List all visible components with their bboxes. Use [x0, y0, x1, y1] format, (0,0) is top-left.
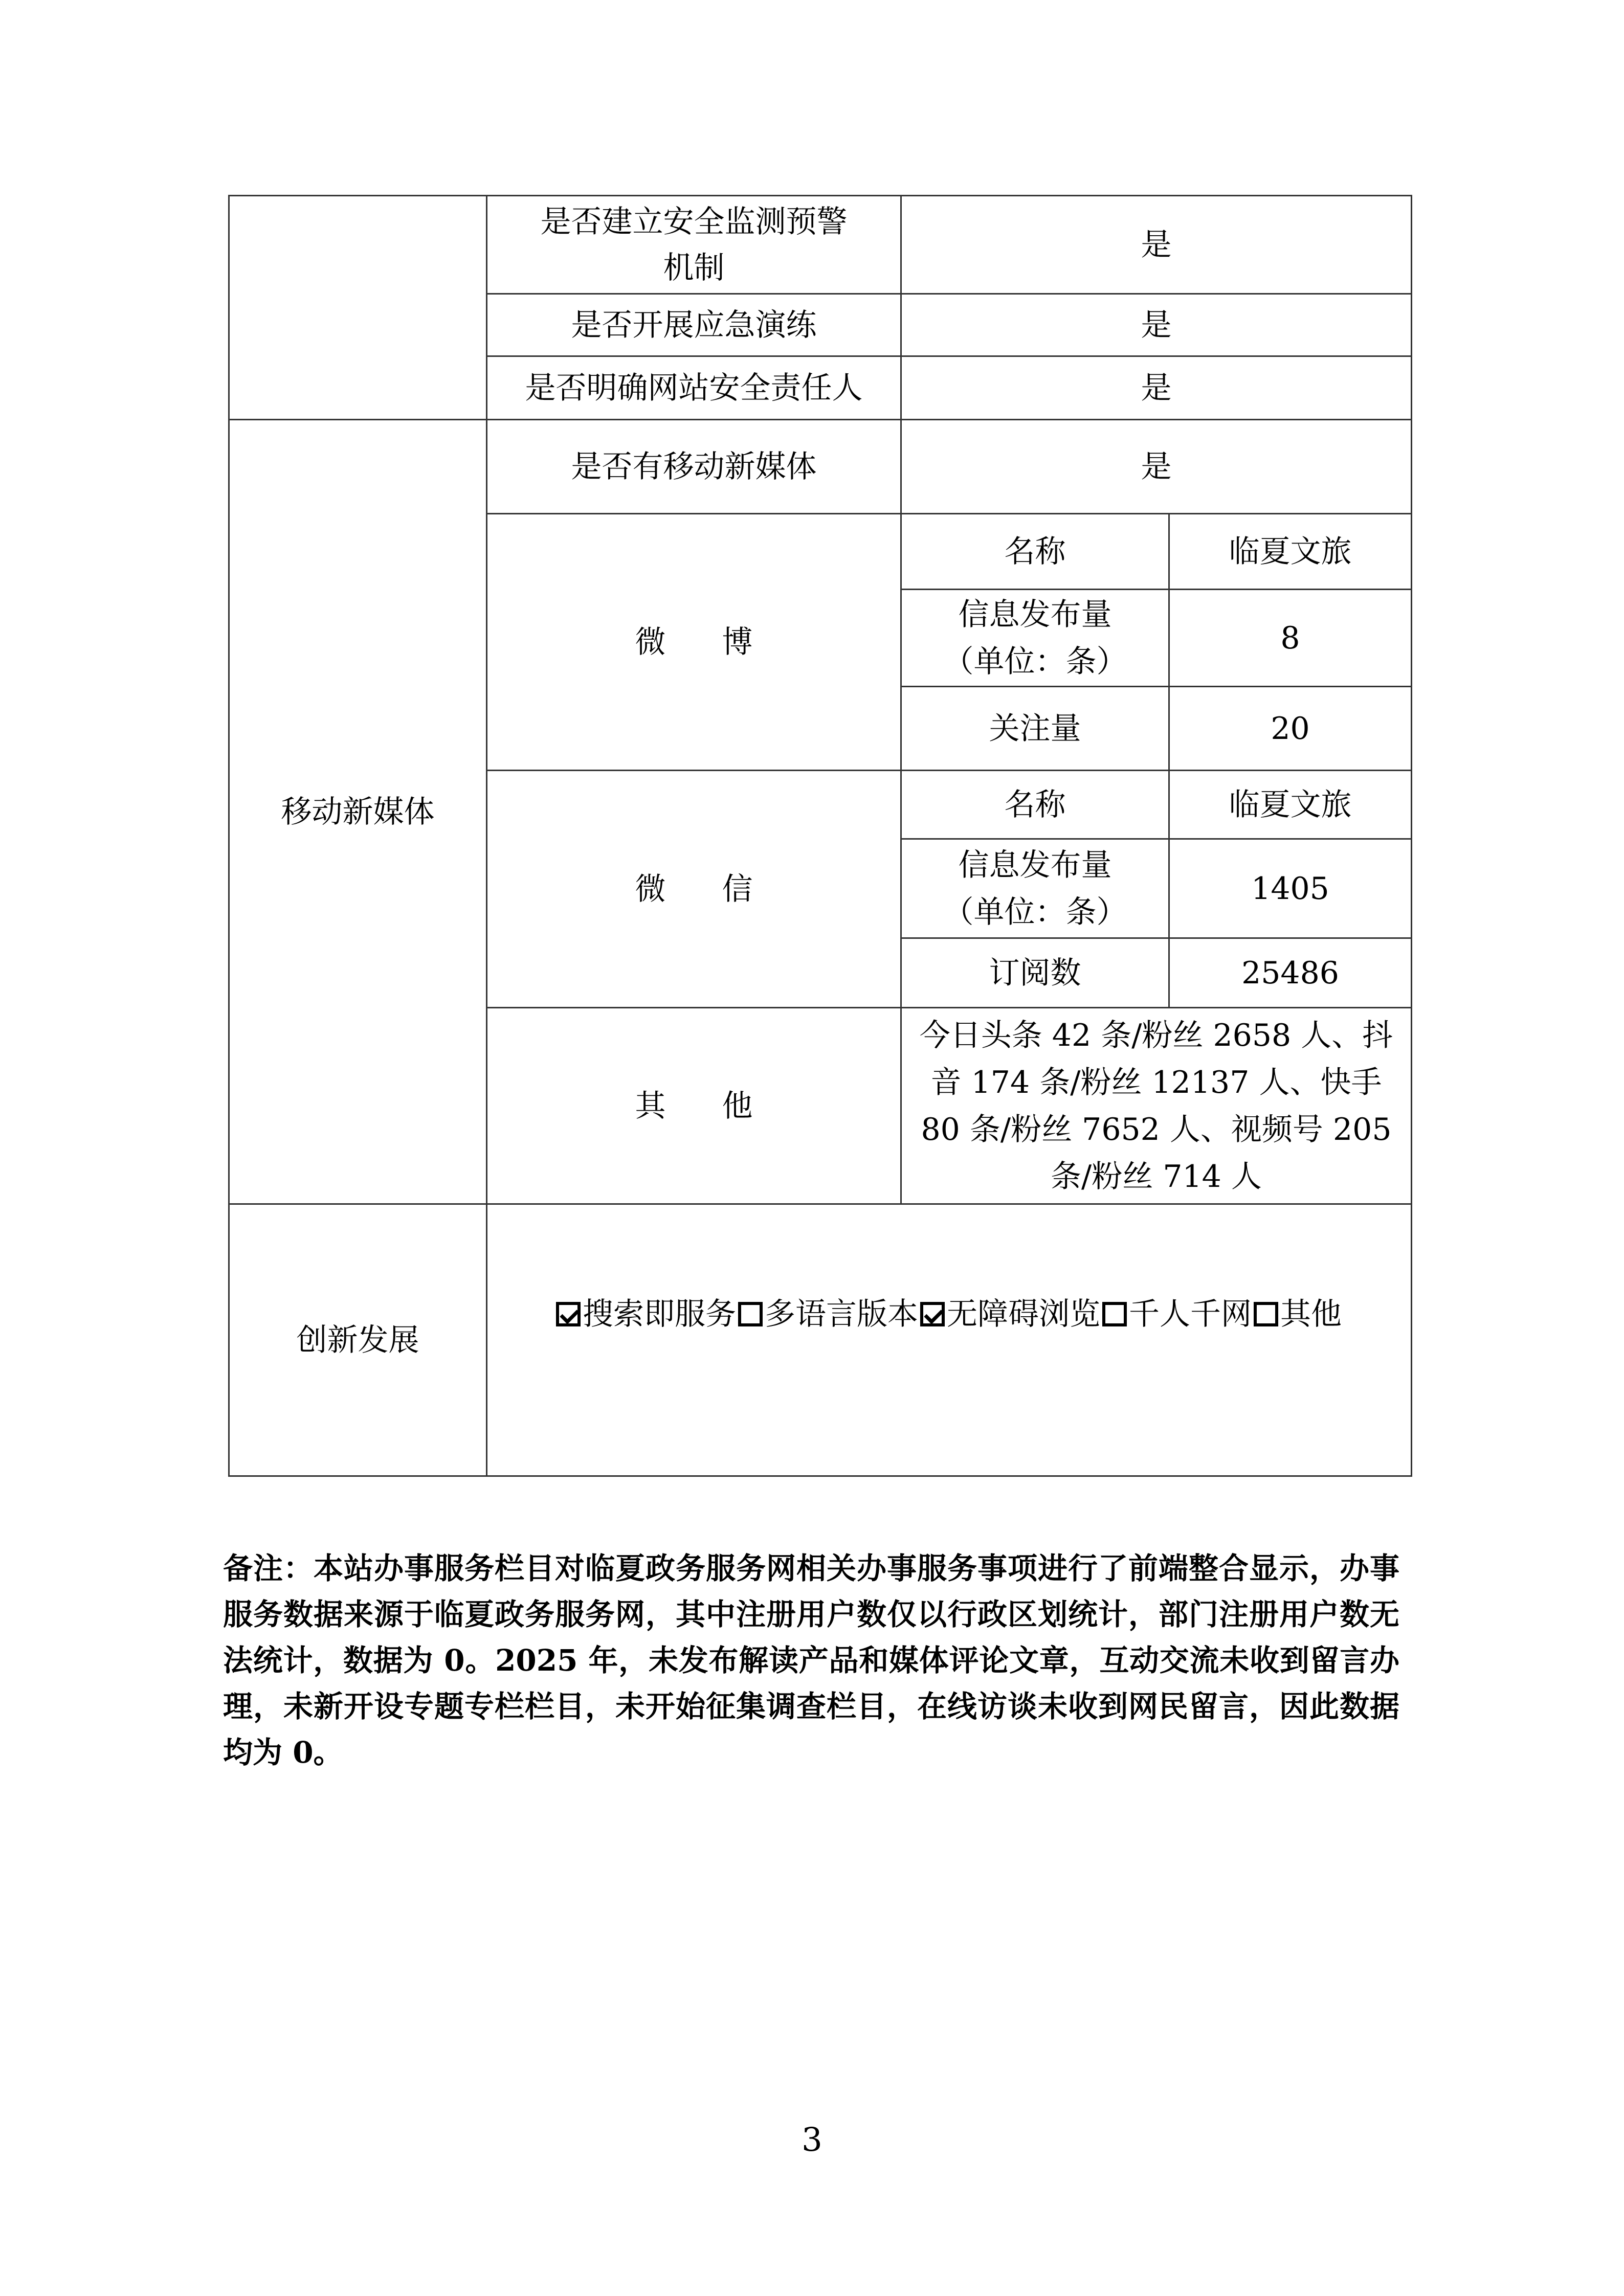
report-table [228, 195, 1412, 1477]
checkbox-unchecked-icon[interactable] [738, 1302, 763, 1326]
weibo-posts-label [901, 590, 1169, 687]
other-label-b: 他 [722, 1088, 753, 1124]
security-owner-value: 是 [901, 356, 1412, 420]
weibo-name-label: 名称 [901, 514, 1169, 590]
weibo-label-b: 博 [722, 624, 753, 660]
innovation-option-label: 搜索即服务 [583, 1296, 736, 1332]
innovation-option-label: 多语言版本 [765, 1296, 918, 1332]
other-media-value: 今日头条 42 条/粉丝 2658 人、抖音 174 条/粉丝 12137 人、快手 80 条/粉丝 7652 人、视频号 205 条/粉丝 714 人 [901, 1008, 1412, 1204]
weibo-posts-label-text: 信息发布量 [958, 596, 1112, 633]
wechat-name-value: 临夏文旅 [1169, 771, 1412, 839]
checkbox-unchecked-icon[interactable] [1254, 1302, 1278, 1326]
weibo-posts-unit: （单位：条） [943, 643, 1127, 680]
wechat-label-b: 信 [722, 871, 753, 907]
wechat-label-a: 微 [635, 871, 666, 907]
weibo-followers-value: 20 [1169, 687, 1412, 771]
page-number: 3 [802, 2121, 822, 2159]
other-media-label [487, 1008, 901, 1204]
checkbox-unchecked-icon[interactable] [1102, 1302, 1127, 1326]
wechat-name-label: 名称 [901, 771, 1169, 839]
has-mobile-media-value: 是 [901, 420, 1412, 514]
checkbox-checked-icon[interactable] [920, 1302, 945, 1326]
wechat-posts-unit: （单位：条） [943, 894, 1127, 930]
emergency-drill-value: 是 [901, 294, 1412, 356]
weibo-label [487, 514, 901, 771]
security-section-cell [229, 196, 487, 420]
wechat-label [487, 771, 901, 1008]
other-label-a: 其 [635, 1088, 666, 1124]
innovation-option-label: 其他 [1280, 1296, 1342, 1332]
innovation-option-label: 千人千网 [1129, 1296, 1252, 1332]
innovation-option-label: 无障碍浏览 [947, 1296, 1100, 1332]
security-monitor-value: 是 [901, 196, 1412, 294]
weibo-followers-label: 关注量 [901, 687, 1169, 771]
innovation-options-list [554, 1290, 1342, 1339]
has-mobile-media-label: 是否有移动新媒体 [487, 420, 901, 514]
wechat-posts-label-text: 信息发布量 [958, 847, 1112, 883]
remarks-note: 备注：本站办事服务栏目对临夏政务服务网相关办事服务事项进行了前端整合显示，办事服务数据来源于临夏政务服务网，其中注册用户数仅以行政区划统计，部门注册用户数无法统计，数据为 0。2025 年，未发布解读产品和媒体评论文章，互动交流未收到留言办理，未新开设专题专栏栏目，未开始征集调查栏目，在线访谈未收到网民留言，因此数据均为 0。 [223, 1551, 1399, 1770]
weibo-name-value: 临夏文旅 [1169, 514, 1412, 590]
mobile-media-section-label: 移动新媒体 [229, 420, 487, 1204]
security-monitor-label: 是否建立安全监测预警机制 [487, 196, 901, 294]
wechat-posts-value: 1405 [1169, 839, 1412, 938]
security-owner-label: 是否明确网站安全责任人 [487, 356, 901, 420]
innovation-options [487, 1204, 1412, 1476]
checkbox-checked-icon[interactable] [556, 1302, 581, 1326]
weibo-label-a: 微 [635, 624, 666, 660]
weibo-posts-value: 8 [1169, 590, 1412, 687]
wechat-posts-label [901, 839, 1169, 938]
innovation-label: 创新发展 [229, 1204, 487, 1476]
wechat-subscribers-label: 订阅数 [901, 938, 1169, 1008]
wechat-subscribers-value: 25486 [1169, 938, 1412, 1008]
emergency-drill-label: 是否开展应急演练 [487, 294, 901, 356]
